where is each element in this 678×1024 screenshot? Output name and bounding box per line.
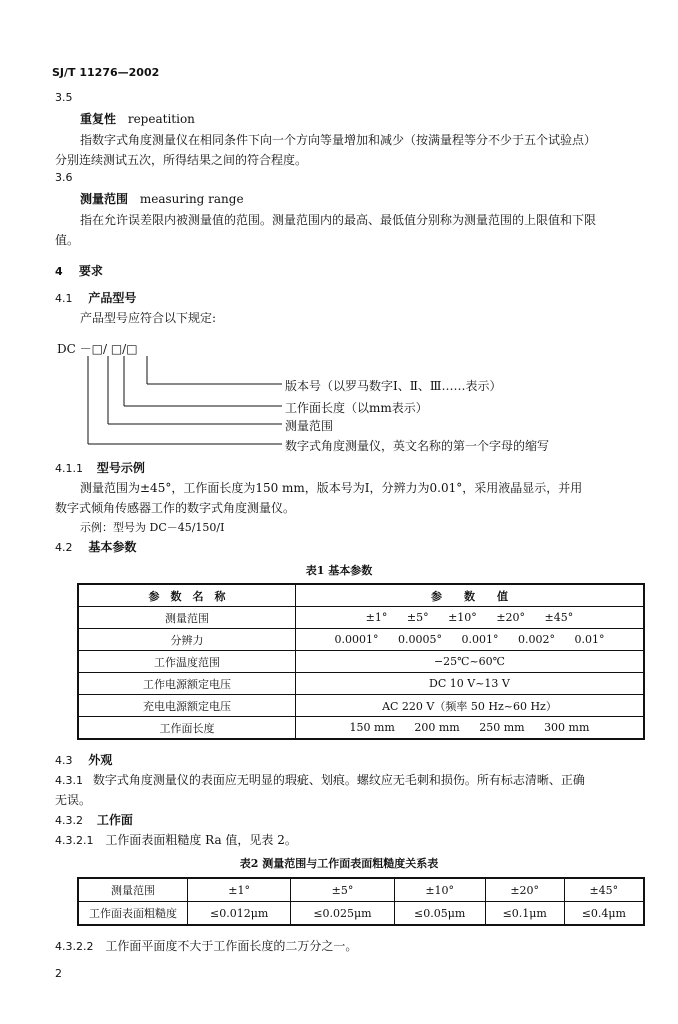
section-3-5-def-line1: 指数字式角度测量仪在相同条件下向一个方向等量增加和减少（按满量程等分不少于五个试验点） (80, 133, 597, 147)
row-label: 测量范围 (78, 607, 295, 629)
page-header: SJ/T 11276—2002 (52, 66, 160, 79)
section-title: 型号示例 (96, 461, 145, 475)
section-4-1-intro: 产品型号应符合以下规定: (80, 311, 217, 325)
term-zh: 测量范围 (80, 192, 129, 206)
section-number: 4.3.2.1 (55, 834, 94, 847)
row-value: −25℃~60℃ (295, 651, 644, 673)
table1-caption: 表1 基本参数 (305, 564, 373, 577)
section-3-6-def-line1: 指在允许误差限内被测量值的范围。测量范围内的最高、最低值分别称为测量范围的上限值和下限 (80, 213, 597, 227)
section-4-1-1-line1: 测量范围为±45°，工作面长度为150 mm，版本号为Ⅰ，分辨力为0.01°，采用液晶显示，并用 (80, 481, 583, 495)
value: ±20° (496, 611, 526, 624)
value: 300 mm (544, 721, 590, 734)
label-measuring-range: 测量范围 (285, 419, 334, 433)
header-param-name: 参 数 名 称 (78, 584, 295, 607)
section-3-5-number: 3.5 (55, 91, 73, 104)
section-title: 要求 (78, 264, 103, 278)
table-row (78, 651, 644, 673)
section-number: 4.3.2 (55, 814, 83, 827)
label-abbreviation: 数字式角度测量仪，英文名称的第一个字母的缩写 (285, 439, 550, 453)
section-4-3-heading (55, 751, 112, 768)
model-example: 示例：型号为 DC－45/150/Ⅰ (80, 521, 225, 534)
section-4-3-2-heading (55, 811, 133, 828)
header-cell: ±5° (291, 878, 394, 902)
table2-caption: 表2 测量范围与工作面表面粗糙度关系表 (239, 857, 439, 870)
value: ±1° (365, 611, 388, 624)
section-text: 工作面表面粗糙度 Ra 值，见表 2。 (105, 833, 297, 847)
section-4-3-2-1 (55, 831, 297, 848)
term-zh: 重复性 (80, 112, 117, 126)
section-3-6-number: 3.6 (55, 171, 73, 184)
value: ±45° (544, 611, 574, 624)
row-label: 分辨力 (78, 629, 295, 651)
term-en: repeatition (127, 112, 195, 126)
table-cell: ≤0.05μm (394, 902, 485, 926)
section-4-heading (55, 262, 103, 279)
table-cell: ≤0.1μm (485, 902, 564, 926)
label-work-face-length: 工作面长度（以mm表示） (285, 401, 428, 415)
value: 250 mm (479, 721, 525, 734)
section-number: 4.3.1 (55, 774, 83, 787)
label-version-number: 版本号（以罗马数字Ⅰ、Ⅱ、Ⅲ……表示） (285, 379, 502, 393)
section-4-1-heading (55, 289, 136, 306)
section-title: 基本参数 (88, 540, 137, 554)
row-label: 充电电源额定电压 (78, 695, 295, 717)
table-row (78, 902, 644, 926)
section-number: 4.1.1 (55, 462, 83, 475)
header-cell: ±10° (394, 878, 485, 902)
row-label: 工作电源额定电压 (78, 673, 295, 695)
section-4-3-1-line1 (55, 771, 585, 788)
section-3-6-def-line2: 值。 (55, 233, 80, 247)
basic-parameters-table (77, 583, 645, 740)
value: 0.0001° (334, 633, 379, 646)
table-row (78, 673, 644, 695)
section-3-5-def-line2: 分别连续测试五次，所得结果之间的符合程度。 (55, 153, 308, 167)
section-4-3-1-line2: 无误。 (55, 793, 92, 807)
model-code: DC －□/ □/□ (57, 342, 138, 356)
row-values (295, 607, 644, 629)
table-cell: ≤0.4μm (564, 902, 644, 926)
section-title: 产品型号 (88, 291, 137, 305)
term-en: measuring range (139, 192, 244, 206)
value: ±10° (448, 611, 477, 624)
row-value: AC 220 V（频率 50 Hz~60 Hz） (295, 695, 644, 717)
value: 0.001° (461, 633, 499, 646)
row-value: DC 10 V~13 V (295, 673, 644, 695)
section-title: 外观 (88, 753, 113, 767)
section-4-1-1-heading (55, 459, 145, 476)
value: 0.0005° (397, 633, 442, 646)
header-cell: ±45° (564, 878, 644, 902)
section-number: 4.2 (55, 541, 73, 554)
section-title: 工作面 (96, 813, 133, 827)
value: ±5° (406, 611, 429, 624)
value: 0.01° (574, 633, 605, 646)
value: 150 mm (349, 721, 395, 734)
section-3-5-term (80, 110, 195, 127)
section-text: 工作面平面度不大于工作面长度的二万分之一。 (105, 939, 358, 953)
header-cell: 测量范围 (78, 878, 188, 902)
section-3-6-term (80, 190, 244, 207)
value: 0.002° (517, 633, 555, 646)
header-param-value: 参 数 值 (295, 584, 644, 607)
table-header-row (78, 584, 644, 607)
table-row (78, 717, 644, 740)
page-number: 2 (55, 967, 62, 980)
table-cell: ≤0.025μm (291, 902, 394, 926)
section-number: 4.1 (55, 292, 73, 305)
row-label: 工作面表面粗糙度 (78, 902, 188, 926)
table-header-row (78, 878, 644, 902)
table-row (78, 695, 644, 717)
section-4-2-heading (55, 538, 136, 555)
section-number: 4.3 (55, 754, 73, 767)
value: 200 mm (414, 721, 460, 734)
row-label: 工作温度范围 (78, 651, 295, 673)
row-label: 工作面长度 (78, 717, 295, 740)
section-number: 4 (55, 265, 63, 278)
roughness-table (77, 877, 645, 926)
section-text: 数字式角度测量仪的表面应无明显的瑕疵、划痕。螺纹应无毛刺和损伤。所有标志清晰、正确 (92, 773, 585, 787)
section-4-3-2-2 (55, 937, 357, 954)
section-number: 4.3.2.2 (55, 940, 94, 953)
section-4-1-1-line2: 数字式倾角传感器工作的数字式角度测量仪。 (55, 501, 296, 515)
row-values (295, 629, 644, 651)
table-row (78, 607, 644, 629)
table-row (78, 629, 644, 651)
table-cell: ≤0.012μm (188, 902, 291, 926)
row-values (295, 717, 644, 740)
header-cell: ±1° (188, 878, 291, 902)
header-cell: ±20° (485, 878, 564, 902)
